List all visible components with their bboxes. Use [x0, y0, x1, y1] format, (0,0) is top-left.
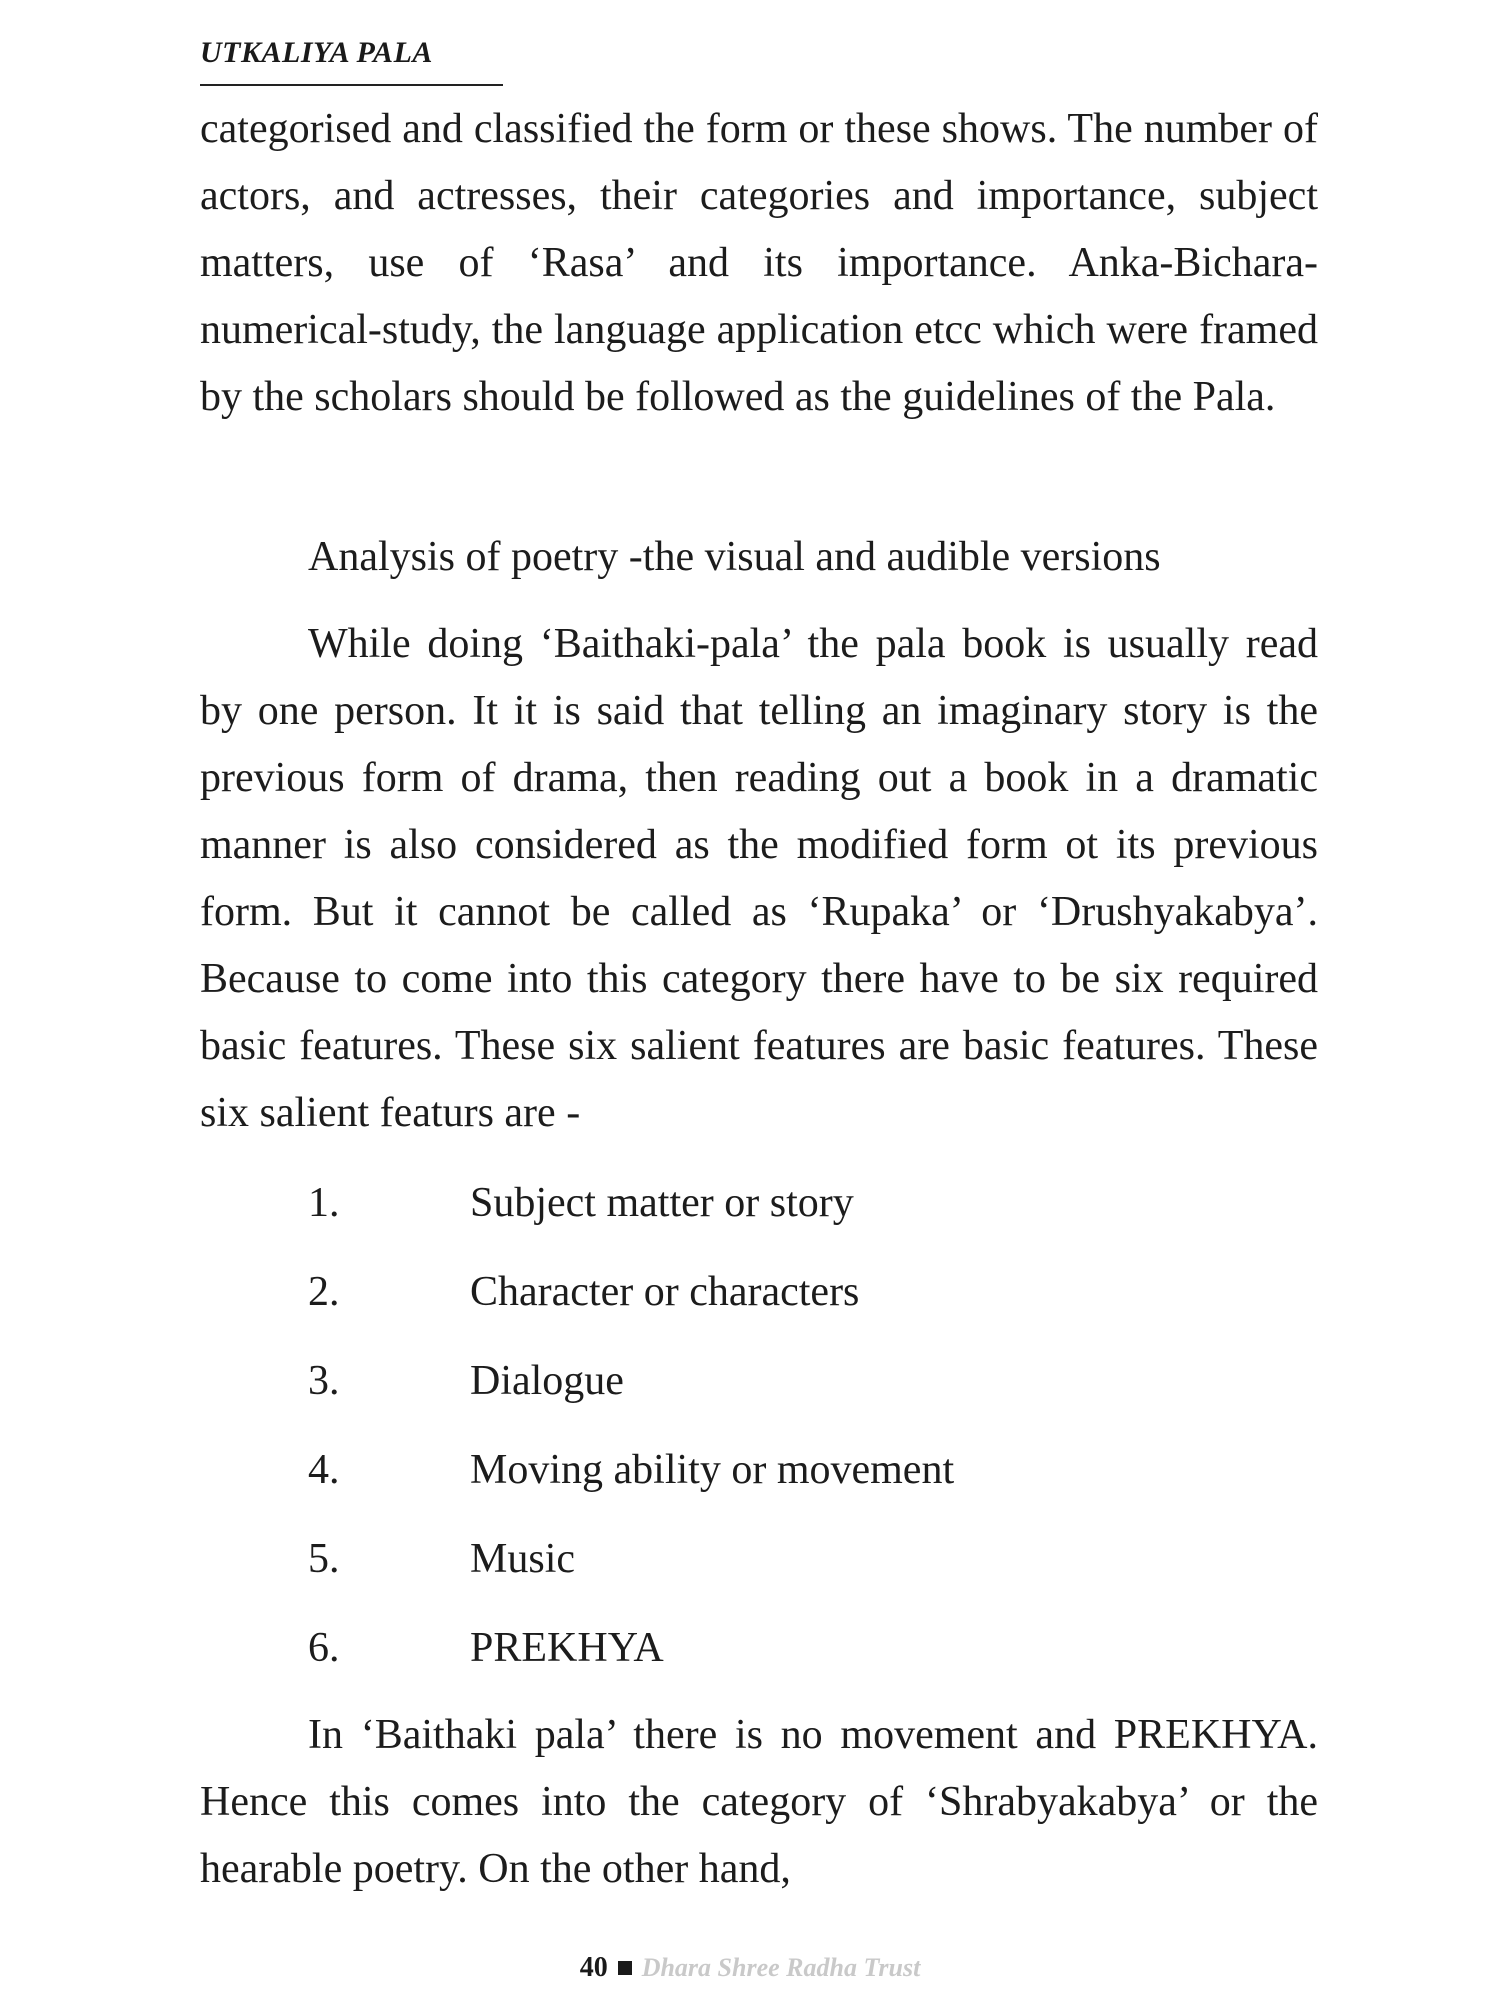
- list-item-number: 1.: [308, 1180, 340, 1226]
- list-item: [200, 1170, 1318, 1259]
- list-item: [200, 1348, 1318, 1437]
- page-footer: [0, 1951, 1500, 1985]
- section-heading-analysis: Analysis of poetry -the visual and audible versions: [308, 534, 1161, 580]
- list-item: [200, 1615, 1318, 1704]
- list-item: [200, 1526, 1318, 1615]
- list-item-number: 6.: [308, 1625, 340, 1671]
- page-number: 40: [579, 1952, 608, 1983]
- list-item-text: PREKHYA: [470, 1625, 664, 1671]
- running-header-title: UTKALIYA PALA: [200, 36, 433, 69]
- list-item-text: Character or characters: [470, 1269, 860, 1315]
- publisher-name: Dhara Shree Radha Trust: [641, 1953, 921, 1982]
- paragraph-baithaki-pala: While doing ‘Baithaki-pala’ the pala book is usually read by one person. It it is said that telling an imaginary story is the previous form of drama, then reading out a book in a dramatic manner is also considered as the modified form ot its previous form. But it cannot be called as ‘Rupaka’ or ‘Drushyakabya’. Because to come into this category there have to be six required basic features. These six salient features are basic features. These six salient featurs are -: [200, 621, 1318, 1136]
- list-item: [200, 1437, 1318, 1526]
- list-item-number: 2.: [308, 1269, 340, 1315]
- list-item-text: Music: [470, 1536, 575, 1582]
- paragraph-shrabyakabya: In ‘Baithaki pala’ there is no movement and PREKHYA. Hence this comes into the category of ‘Shrabyakabya’ or the hearable poetry. On the other hand,: [200, 1712, 1318, 1892]
- list-item: [200, 1259, 1318, 1348]
- list-item-number: 5.: [308, 1536, 340, 1582]
- list-item-text: Moving ability or movement: [470, 1447, 955, 1493]
- header-underline: [200, 84, 503, 86]
- list-item-text: Dialogue: [470, 1358, 624, 1404]
- list-item-number: 3.: [308, 1358, 340, 1404]
- list-item-number: 4.: [308, 1447, 340, 1493]
- paragraph-classification: categorised and classified the form or these shows. The number of actors, and actresses, their categories and importance, subject matters, use of ‘Rasa’ and its importance. Anka-Bichara-numerical-study, the language application etcc which were framed by the scholars should be followed as the guidelines of the Pala.: [200, 106, 1318, 420]
- black-square-icon: [618, 1961, 632, 1975]
- features-list: [200, 1170, 1318, 1704]
- list-item-text: Subject matter or story: [470, 1180, 854, 1226]
